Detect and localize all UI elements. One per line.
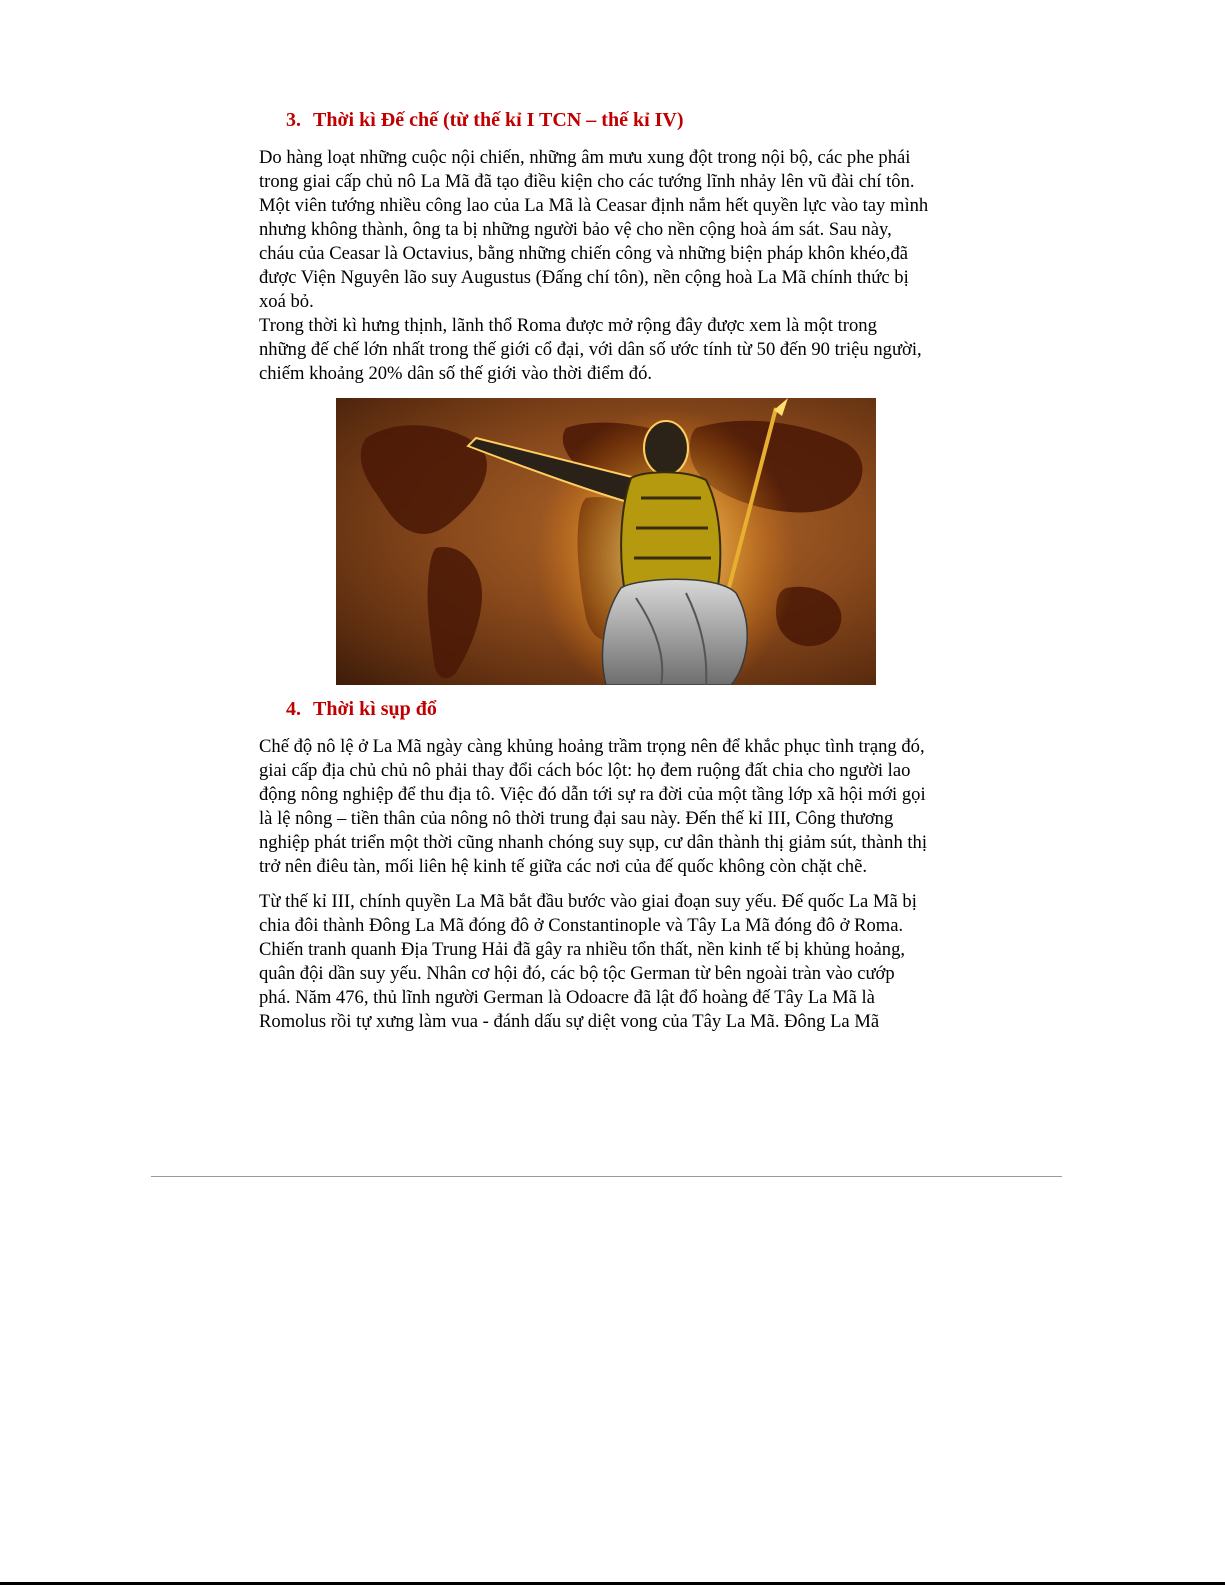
text-line: Từ thế kỉ III, chính quyền La Mã bắt đầu bước vào giai đoạn suy yếu. Đế quốc La Mã bị bbox=[259, 891, 917, 912]
text-line: trong giai cấp chủ nô La Mã đã tạo điều kiện cho các tướng lĩnh nhảy lên vũ đài chí tôn. bbox=[259, 171, 915, 192]
text-line: là lệ nông – tiền thân của nông nô thời trung đại sau này. Đến thế kỉ III, Công thương bbox=[259, 808, 894, 829]
illustration-graphic bbox=[336, 398, 876, 685]
section-number: 3. bbox=[286, 109, 301, 131]
text-line: phá. Năm 476, thủ lĩnh người German là Odoacre đã lật đổ hoàng đế Tây La Mã là bbox=[259, 987, 875, 1008]
text-line: Do hàng loạt những cuộc nội chiến, những âm mưu xung đột trong nội bộ, các phe phái bbox=[259, 147, 911, 168]
text-line: Một viên tướng nhiều công lao của La Mã là Ceasar định nắm hết quyền lực vào tay mình bbox=[259, 195, 929, 216]
page-divider bbox=[151, 1176, 1062, 1177]
text-line: giai cấp địa chủ chủ nô phải thay đổi cách bóc lột: họ đem ruộng đất chia cho người lao bbox=[259, 760, 911, 781]
paragraph-empire-1 bbox=[259, 146, 961, 314]
text-line: cháu của Ceasar là Octavius, bằng những chiến công và những biện pháp khôn khéo,đã bbox=[259, 243, 909, 264]
text-line: được Viện Nguyên lão suy Augustus (Đấng chí tôn), nền cộng hoà La Mã chính thức bị bbox=[259, 267, 909, 288]
text-line: trở nên điêu tàn, mối liên hệ kinh tế giữa các nơi của đế quốc không còn chặt chẽ. bbox=[259, 856, 868, 877]
text-line: quân đội dần suy yếu. Nhân cơ hội đó, các bộ tộc German từ bên ngoài tràn vào cướp bbox=[259, 963, 895, 984]
paragraph-decline-2 bbox=[259, 890, 961, 1034]
section-heading-4 bbox=[286, 697, 961, 721]
emperor-map-illustration bbox=[336, 398, 876, 685]
statue-head bbox=[644, 421, 688, 475]
text-line: Trong thời kì hưng thịnh, lãnh thổ Roma được mở rộng đây được xem là một trong bbox=[259, 315, 877, 336]
paragraph-decline-1 bbox=[259, 735, 961, 879]
section-number: 4. bbox=[286, 698, 301, 720]
text-line: Chiến tranh quanh Địa Trung Hải đã gây ra nhiều tổn thất, nền kinh tế bị khủng hoảng, bbox=[259, 939, 906, 960]
section-heading-3 bbox=[286, 108, 961, 132]
text-line: động nông nghiệp để thu địa tô. Việc đó dẫn tới sự ra đời của một tầng lớp xã hội mới gọi bbox=[259, 784, 926, 805]
text-line: xoá bỏ. bbox=[259, 291, 314, 312]
paragraph-empire-2 bbox=[259, 314, 961, 386]
text-line: nghiệp phát triển một thời cũng nhanh chóng suy sụp, cư dân thành thị giảm sút, thành thị bbox=[259, 832, 928, 853]
statue-robe bbox=[602, 579, 747, 685]
section-title: Thời kì sụp đổ bbox=[313, 698, 437, 720]
text-line: Romolus rồi tự xưng làm vua - đánh dấu sự diệt vong của Tây La Mã. Đông La Mã bbox=[259, 1011, 880, 1032]
text-line: Chế độ nô lệ ở La Mã ngày càng khủng hoảng trầm trọng nên để khắc phục tình trạng đó, bbox=[259, 736, 925, 757]
text-line: chiếm khoảng 20% dân số thế giới vào thời điểm đó. bbox=[259, 363, 653, 384]
text-line: nhưng không thành, ông ta bị những người bảo vệ cho nền cộng hoà ám sát. Sau này, bbox=[259, 219, 892, 240]
text-line: chia đôi thành Đông La Mã đóng đô ở Constantinople và Tây La Mã đóng đô ở Roma. bbox=[259, 915, 904, 936]
section-title: Thời kì Đế chế (từ thế kỉ I TCN – thế kỉ IV) bbox=[313, 109, 684, 131]
text-line: những đế chế lớn nhất trong thế giới cổ đại, với dân số ước tính từ 50 đến 90 triệu người, bbox=[259, 339, 922, 360]
document-content bbox=[259, 108, 961, 1034]
